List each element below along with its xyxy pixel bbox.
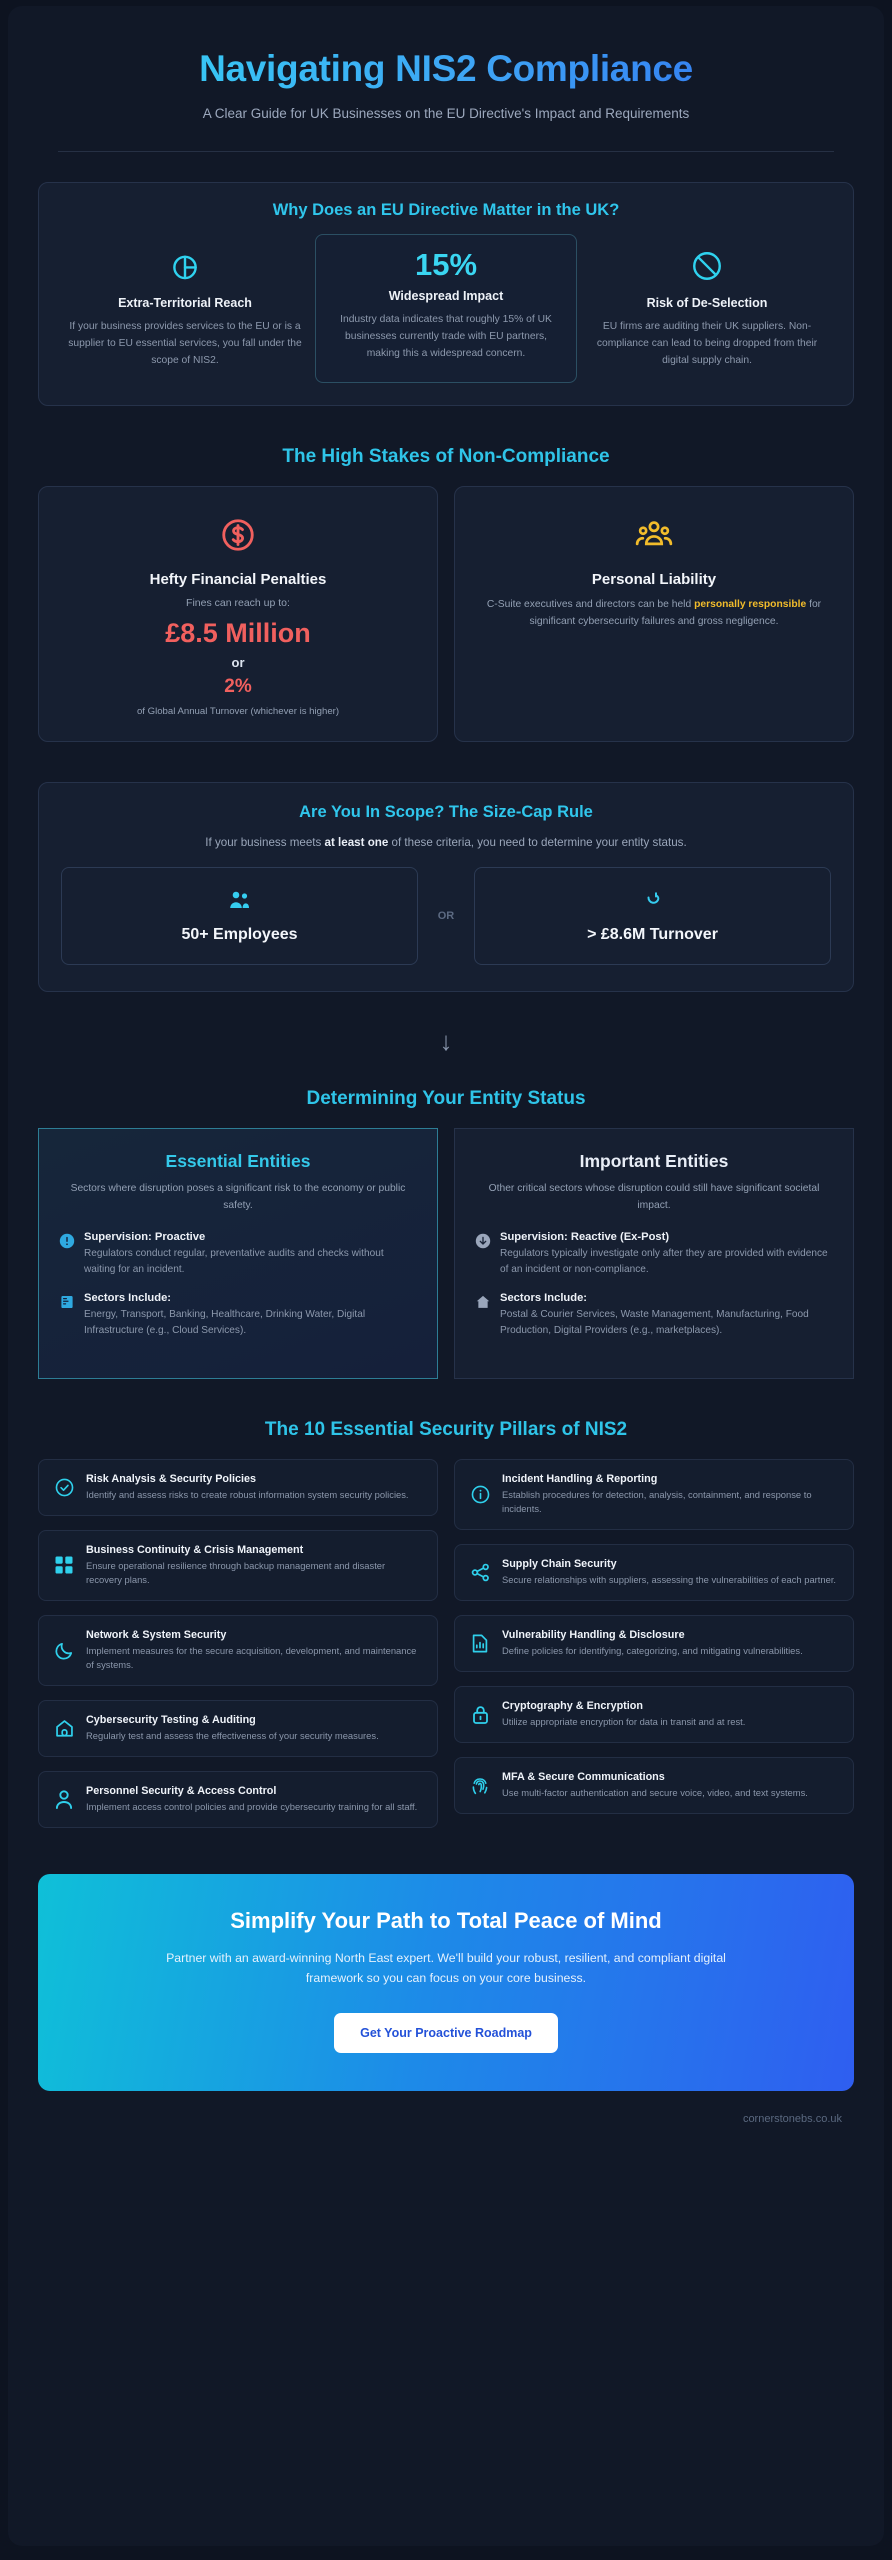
header-divider xyxy=(58,151,834,152)
scope-lead-before: If your business meets xyxy=(205,836,325,850)
why-section xyxy=(8,182,884,406)
pillar-heading: Network & System Security xyxy=(86,1629,227,1641)
pillar-personnel-security xyxy=(38,1771,438,1828)
entity-cards xyxy=(38,1128,854,1379)
essential-subtitle: Sectors where disruption poses a significant risk to the economy or public safety. xyxy=(70,1183,406,1211)
why-panel xyxy=(38,182,854,406)
home-icon xyxy=(475,1292,491,1338)
essential-feature-sectors xyxy=(59,1292,417,1338)
user-icon xyxy=(53,1789,75,1810)
pillar-cryptography xyxy=(454,1686,854,1743)
pillar-heading: Supply Chain Security xyxy=(502,1557,617,1570)
scope-panel-title: Are You In Scope? The Size-Cap Rule xyxy=(299,803,593,822)
feature-body: Postal & Courier Services, Waste Management, Manufacturing, Food Production, Digital Providers (e.g., marketplaces). xyxy=(500,1309,809,1337)
moon-icon xyxy=(53,1640,75,1661)
penalty-subtext: Fines can reach up to: xyxy=(186,597,290,610)
document-chart-icon xyxy=(469,1633,491,1654)
infographic-page xyxy=(8,6,884,2546)
feature-body: Regulators typically investigate only after they are provided with evidence of an incident or non-compliance. xyxy=(500,1248,828,1275)
pillar-body: Use multi-factor authentication and secure voice, video, and text systems. xyxy=(502,1787,808,1799)
essential-entities-card xyxy=(38,1128,438,1379)
penalty-percentage: 2% xyxy=(224,676,252,698)
entity-section xyxy=(8,1088,884,1379)
why-body: Industry data indicates that roughly 15% of UK businesses currently trade with EU partners, making this a widespread concern. xyxy=(340,314,552,359)
pillar-heading: Vulnerability Handling & Disclosure xyxy=(502,1629,685,1641)
scope-lead-highlight: at least one xyxy=(324,836,389,850)
liability-highlight: personally responsible xyxy=(694,599,807,611)
pillar-body: Implement measures for the secure acquisition, development, and maintenance of systems. xyxy=(86,1645,417,1671)
penalty-heading: Hefty Financial Penalties xyxy=(149,571,327,589)
pillars-title: The 10 Essential Security Pillars of NIS2 xyxy=(264,1418,628,1440)
pillar-body: Regularly test and assess the effectiveness of your security measures. xyxy=(86,1730,379,1742)
pillar-network-security xyxy=(38,1615,438,1686)
home-shield-icon xyxy=(53,1718,75,1739)
page-subtitle: A Clear Guide for UK Businesses on the EU Directive's Impact and Requirements xyxy=(202,105,690,121)
pillar-vulnerability-handling xyxy=(454,1615,854,1672)
scope-option-label: 50+ Employees xyxy=(181,926,298,944)
essential-feature-supervision xyxy=(59,1231,417,1277)
page-header xyxy=(8,6,884,124)
info-circle-icon xyxy=(469,1484,491,1505)
pillar-body: Utilize appropriate encryption for data in transit and at rest. xyxy=(502,1716,746,1728)
penalty-connector: or xyxy=(231,655,245,671)
scope-option-employees[interactable] xyxy=(61,867,418,965)
check-circle-icon xyxy=(53,1477,75,1498)
why-column-de-selection xyxy=(577,234,837,383)
arrow-down-icon: ↓ xyxy=(439,1026,453,1057)
footer-site: cornerstonebs.co.uk xyxy=(742,2113,842,2126)
people-group-icon xyxy=(473,513,835,557)
why-heading: Risk of De-Selection xyxy=(646,296,768,311)
important-feature-supervision xyxy=(475,1231,833,1277)
cta-banner xyxy=(38,1874,854,2091)
pillar-heading: Business Continuity & Crisis Management xyxy=(86,1543,304,1556)
pillar-testing-auditing xyxy=(38,1700,438,1757)
penalty-amount: £8.5 Million xyxy=(165,618,311,649)
pillars-left-column xyxy=(38,1459,438,1829)
scope-lead xyxy=(61,836,831,849)
feature-body: Regulators conduct regular, preventative audits and checks without waiting for an incident. xyxy=(84,1248,384,1275)
impact-stat: 15% xyxy=(414,247,478,283)
scope-options xyxy=(61,867,831,965)
important-entities-card xyxy=(454,1128,854,1379)
stakes-title: The High Stakes of Non-Compliance xyxy=(282,446,610,468)
people-icon xyxy=(72,888,407,914)
pillar-body: Implement access control policies and provide cybersecurity training for all staff. xyxy=(86,1801,418,1813)
pillars-right-column xyxy=(454,1459,854,1829)
scope-divider: OR xyxy=(437,910,455,923)
pillar-body: Establish procedures for detection, analysis, containment, and response to incidents. xyxy=(502,1488,812,1514)
feature-heading: Sectors Include: xyxy=(84,1292,172,1305)
liability-body xyxy=(473,597,835,630)
page-title: Navigating NIS2 Compliance xyxy=(48,48,844,91)
scope-option-label: > £8.6M Turnover xyxy=(587,926,718,944)
penalty-card xyxy=(38,486,438,742)
grid-squares-icon xyxy=(53,1555,75,1575)
why-heading: Extra-Territorial Reach xyxy=(118,296,252,311)
pillar-heading: Incident Handling & Reporting xyxy=(502,1472,658,1485)
why-columns xyxy=(55,234,837,383)
scope-panel xyxy=(38,782,854,992)
liability-body-before: C-Suite executives and directors can be held xyxy=(486,599,695,611)
lock-icon xyxy=(469,1704,491,1725)
pillar-supply-chain xyxy=(454,1544,854,1601)
server-icon xyxy=(59,1292,75,1338)
scope-option-turnover[interactable] xyxy=(474,867,831,965)
pillar-risk-analysis xyxy=(38,1459,438,1516)
pillar-body: Secure relationships with suppliers, assessing the vulnerabilities of each partner. xyxy=(502,1573,837,1585)
pillar-heading: Cybersecurity Testing & Auditing xyxy=(86,1714,256,1727)
pillar-heading: Cryptography & Encryption xyxy=(502,1700,643,1713)
pillars-grid xyxy=(38,1459,854,1829)
alert-circle-icon xyxy=(59,1231,75,1277)
why-column-extra-territorial xyxy=(55,234,315,383)
important-subtitle: Other critical sectors whose disruption could still have significant societal impact. xyxy=(488,1183,820,1211)
liability-heading: Personal Liability xyxy=(591,571,717,589)
turnover-icon xyxy=(485,888,820,914)
why-heading: Widespread Impact xyxy=(388,289,504,304)
important-title: Important Entities xyxy=(579,1151,729,1172)
pillar-incident-handling xyxy=(454,1459,854,1530)
fingerprint-icon xyxy=(469,1775,491,1796)
pillar-business-continuity xyxy=(38,1530,438,1601)
stakes-cards xyxy=(38,486,854,742)
arrow-down-circle-icon xyxy=(475,1231,491,1277)
penalty-footnote: of Global Annual Turnover (whichever is higher) xyxy=(136,706,340,718)
why-column-widespread-impact xyxy=(315,234,577,383)
why-panel-title: Why Does an EU Directive Matter in the UK? xyxy=(272,201,620,220)
liability-body-after: for significant cybersecurity failures and gross negligence. xyxy=(529,599,822,628)
pillars-section xyxy=(8,1419,884,1829)
pillar-mfa xyxy=(454,1757,854,1814)
why-body: EU firms are auditing their UK suppliers. Non-compliance can lead to being dropped from their digital supply chain. xyxy=(596,321,818,366)
pillar-heading: Personnel Security & Access Control xyxy=(86,1785,277,1798)
why-body: If your business provides services to the EU or is a supplier to EU essential services, you fall under the scope of NIS2. xyxy=(68,321,302,366)
feature-body: Energy, Transport, Banking, Healthcare, Drinking Water, Digital Infrastructure (e.g., Cloud Services). xyxy=(84,1309,366,1337)
pillar-heading: Risk Analysis & Security Policies xyxy=(86,1472,257,1485)
pillar-heading: MFA & Secure Communications xyxy=(502,1771,665,1784)
pillar-body: Identify and assess risks to create robust information system security policies. xyxy=(86,1488,409,1500)
feature-heading: Sectors Include: xyxy=(500,1292,588,1305)
feature-heading: Supervision: Proactive xyxy=(84,1231,206,1244)
scope-section xyxy=(8,782,884,1057)
entity-title: Determining Your Entity Status xyxy=(306,1088,586,1110)
pie-chart-icon xyxy=(67,246,303,286)
pillar-body: Define policies for identifying, categorizing, and mitigating vulnerabilities. xyxy=(502,1645,803,1656)
share-nodes-icon xyxy=(469,1562,491,1583)
stakes-section xyxy=(8,446,884,742)
liability-card xyxy=(454,486,854,742)
dollar-coin-icon xyxy=(57,513,419,557)
essential-title: Essential Entities xyxy=(165,1151,311,1172)
cta-button[interactable]: Get Your Proactive Roadmap xyxy=(334,2013,558,2053)
important-feature-sectors xyxy=(475,1292,833,1338)
prohibited-icon xyxy=(589,246,825,286)
feature-heading: Supervision: Reactive (Ex-Post) xyxy=(500,1231,670,1244)
cta-body: Partner with an award-winning North East expert. We'll build your robust, resilient, and compliant digital framework so you can focus on your core business. xyxy=(166,1951,726,1986)
pillar-body: Ensure operational resilience through backup management and disaster recovery plans. xyxy=(86,1559,386,1585)
scope-lead-after: of these criteria, you need to determine your entity status. xyxy=(388,836,687,850)
cta-heading: Simplify Your Path to Total Peace of Mind xyxy=(230,1908,662,1934)
